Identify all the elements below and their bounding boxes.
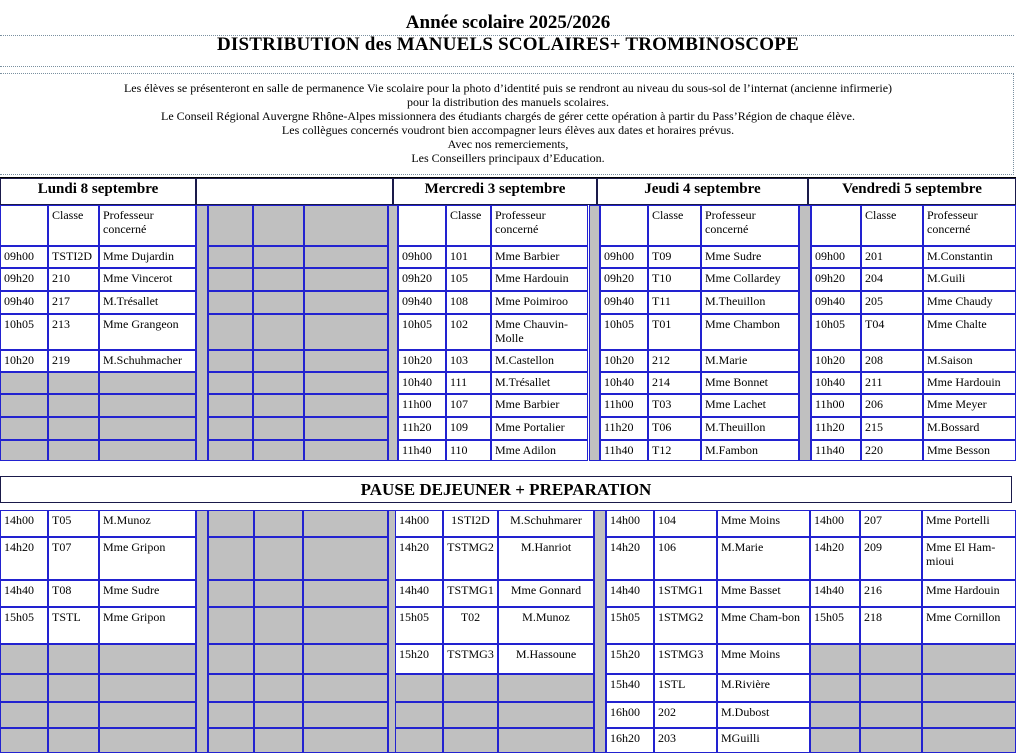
- schedule-time: 14h40: [810, 580, 860, 607]
- schedule-class: 1STMG3: [654, 644, 717, 674]
- schedule-class: 218: [860, 607, 922, 644]
- schedule-teacher: M.Theuillon: [701, 291, 799, 314]
- schedule-time: 10h40: [600, 372, 648, 394]
- empty-slot: [810, 728, 860, 753]
- schedule-time: 09h00: [811, 246, 861, 268]
- blank-column-cell: [253, 394, 304, 417]
- schedule-time: 10h05: [398, 314, 446, 350]
- page-subtitle: DISTRIBUTION des MANUELS SCOLAIRES+ TROMBINOSCOPE: [217, 34, 799, 55]
- blank-column-cell: [253, 246, 304, 268]
- schedule-class: T06: [648, 417, 701, 440]
- empty-slot: [810, 674, 860, 702]
- empty-slot: [48, 728, 99, 753]
- blank-column-cell: [304, 246, 388, 268]
- blank-column-cell: [254, 510, 303, 537]
- schedule-teacher: M.Hanriot: [498, 537, 594, 580]
- separator-column: [388, 510, 396, 753]
- jeudi-header-classe: Classe: [648, 205, 701, 246]
- schedule-time: 09h20: [600, 268, 648, 291]
- blank-column-cell: [304, 417, 388, 440]
- blank-column-cell: [208, 291, 253, 314]
- schedule-class: 106: [654, 537, 717, 580]
- schedule-teacher: Mme Barbier: [491, 246, 588, 268]
- empty-slot: [99, 728, 196, 753]
- schedule-time: 09h00: [0, 246, 48, 268]
- schedule-teacher: M.Trésallet: [491, 372, 588, 394]
- day-header-lundi: Lundi 8 septembre: [0, 178, 196, 205]
- blank-column-cell: [304, 291, 388, 314]
- schedule-class: 1STL: [654, 674, 717, 702]
- empty-slot: [99, 674, 196, 702]
- schedule-class: 213: [48, 314, 99, 350]
- header-divider: [0, 66, 1014, 67]
- schedule-time: 14h40: [606, 580, 654, 607]
- blank-column-cell: [303, 674, 388, 702]
- blank-column-cell: [253, 417, 304, 440]
- schedule-time: 15h05: [0, 607, 48, 644]
- blank-column-cell: [303, 644, 388, 674]
- schedule-time: 10h05: [600, 314, 648, 350]
- schedule-teacher: Mme Dujardin: [99, 246, 196, 268]
- schedule-time: 11h20: [811, 417, 861, 440]
- vendredi-header-classe: Classe: [861, 205, 923, 246]
- schedule-teacher: M.Guili: [923, 268, 1016, 291]
- separator-column: [388, 205, 398, 461]
- jeudi-header-prof: Professeur concerné: [701, 205, 799, 246]
- empty-slot: [443, 702, 498, 728]
- schedule-time: 10h20: [811, 350, 861, 372]
- schedule-teacher: M.Munoz: [498, 607, 594, 644]
- intro-line: Les élèves se présenteront en salle de permanence Vie scolaire pour la photo d’identité puis se rendront au niveau du sous-sol de l’internat (ancienne infirmerie): [123, 81, 893, 95]
- blank-column-cell: [304, 372, 388, 394]
- schedule-teacher: Mme Adilon: [491, 440, 588, 461]
- schedule-class: T09: [648, 246, 701, 268]
- pause-banner: PAUSE DEJEUNER + PREPARATION: [0, 476, 1012, 503]
- separator-column: [799, 205, 811, 461]
- blank-column-cell: [303, 607, 388, 644]
- schedule-class: T10: [648, 268, 701, 291]
- schedule-time: 11h40: [398, 440, 446, 461]
- schedule-class: 110: [446, 440, 491, 461]
- schedule-teacher: Mme Besson: [923, 440, 1016, 461]
- schedule-time: 11h40: [600, 440, 648, 461]
- intro-line: Le Conseil Régional Auvergne Rhône-Alpes missionnera des étudiants chargés de gérer cette opération à partir du Pass’Région de chaque élève.: [160, 109, 855, 123]
- schedule-time: 11h40: [811, 440, 861, 461]
- separator-column: [196, 205, 208, 461]
- empty-slot: [860, 644, 922, 674]
- schedule-class: 220: [861, 440, 923, 461]
- intro-text: [0, 81, 1016, 165]
- empty-slot: [395, 702, 443, 728]
- schedule-teacher: M.Fambon: [701, 440, 799, 461]
- blank-column-cell: [208, 372, 253, 394]
- schedule-teacher: M.Castellon: [491, 350, 588, 372]
- separator-column: [589, 205, 600, 461]
- empty-slot: [498, 702, 594, 728]
- blank-column-cell: [253, 440, 304, 461]
- schedule-teacher: Mme Chaudy: [923, 291, 1016, 314]
- blank-column-cell: [253, 372, 304, 394]
- schedule-time: 15h05: [810, 607, 860, 644]
- schedule-teacher: Mme Hardouin: [922, 580, 1016, 607]
- lundi-header-prof: Professeur concerné: [99, 205, 196, 246]
- blank-column-cell: [254, 674, 303, 702]
- schedule-time: 09h40: [398, 291, 446, 314]
- schedule-time: 14h20: [606, 537, 654, 580]
- vendredi-header-time: [811, 205, 861, 246]
- schedule-time: 14h00: [395, 510, 443, 537]
- schedule-teacher: Mme Portelli: [922, 510, 1016, 537]
- empty-slot: [48, 644, 99, 674]
- schedule-teacher: Mme Moins: [717, 644, 810, 674]
- empty-slot: [810, 644, 860, 674]
- schedule-teacher: Mme Chalte: [923, 314, 1016, 350]
- blank-column-cell: [254, 728, 303, 753]
- schedule-time: 11h00: [398, 394, 446, 417]
- empty-slot: [0, 372, 48, 394]
- blank-column-cell: [208, 537, 254, 580]
- blank-column-cell: [254, 644, 303, 674]
- blank-column-cell: [208, 350, 253, 372]
- schedule-class: 1STI2D: [443, 510, 498, 537]
- schedule-time: 14h20: [810, 537, 860, 580]
- blank-column-cell: [303, 510, 388, 537]
- empty-slot: [443, 674, 498, 702]
- blank-column-cell: [208, 580, 254, 607]
- schedule-class: 104: [654, 510, 717, 537]
- schedule-teacher: Mme Gripon: [99, 537, 196, 580]
- blank-column-cell: [253, 205, 304, 246]
- jeudi-header-time: [600, 205, 648, 246]
- schedule-time: 15h40: [606, 674, 654, 702]
- schedule-teacher: M.Trésallet: [99, 291, 196, 314]
- empty-slot: [443, 728, 498, 753]
- schedule-class: 216: [860, 580, 922, 607]
- empty-slot: [810, 702, 860, 728]
- schedule-teacher: Mme Bonnet: [701, 372, 799, 394]
- empty-slot: [99, 702, 196, 728]
- schedule-teacher: M.Bossard: [923, 417, 1016, 440]
- empty-slot: [48, 417, 99, 440]
- schedule-time: 10h40: [811, 372, 861, 394]
- schedule-class: 108: [446, 291, 491, 314]
- schedule-time: 09h40: [0, 291, 48, 314]
- empty-slot: [99, 417, 196, 440]
- page-title: Année scolaire 2025/2026: [405, 12, 611, 33]
- schedule-teacher: Mme Barbier: [491, 394, 588, 417]
- blank-column-cell: [254, 702, 303, 728]
- empty-slot: [0, 674, 48, 702]
- day-header-blank: [196, 178, 393, 205]
- schedule-class: 212: [648, 350, 701, 372]
- mercredi-header-prof: Professeur concerné: [491, 205, 588, 246]
- schedule-time: 14h40: [395, 580, 443, 607]
- schedule-class: 109: [446, 417, 491, 440]
- empty-slot: [395, 728, 443, 753]
- schedule-time: 10h20: [0, 350, 48, 372]
- blank-column-cell: [208, 644, 254, 674]
- schedule-class: TSTMG3: [443, 644, 498, 674]
- empty-slot: [860, 702, 922, 728]
- schedule-class: 214: [648, 372, 701, 394]
- schedule-class: 208: [861, 350, 923, 372]
- blank-column-cell: [208, 268, 253, 291]
- schedule-class: 207: [860, 510, 922, 537]
- blank-column-cell: [253, 291, 304, 314]
- schedule-class: TSTMG1: [443, 580, 498, 607]
- empty-slot: [99, 394, 196, 417]
- schedule-class: 1STMG1: [654, 580, 717, 607]
- schedule-teacher: M.Hassoune: [498, 644, 594, 674]
- blank-column-cell: [208, 510, 254, 537]
- schedule-teacher: Mme Cornillon: [922, 607, 1016, 644]
- intro-line: Les Conseillers principaux d’Education.: [411, 151, 605, 165]
- blank-column-cell: [303, 702, 388, 728]
- blank-column-cell: [304, 205, 388, 246]
- blank-column-cell: [303, 728, 388, 753]
- empty-slot: [922, 702, 1016, 728]
- blank-column-cell: [304, 350, 388, 372]
- blank-column-cell: [208, 702, 254, 728]
- intro-line: Les collègues concernés voudront bien accompagner leurs élèves aux dates et horaires prévus.: [281, 123, 735, 137]
- schedule-class: TSTL: [48, 607, 99, 644]
- empty-slot: [0, 394, 48, 417]
- schedule-class: 219: [48, 350, 99, 372]
- schedule-teacher: M.Marie: [701, 350, 799, 372]
- empty-slot: [48, 394, 99, 417]
- schedule-teacher: Mme Moins: [717, 510, 810, 537]
- intro-line: Avec nos remerciements,: [447, 137, 569, 151]
- blank-column-cell: [208, 246, 253, 268]
- mercredi-header-time: [398, 205, 446, 246]
- schedule-teacher: Mme Hardouin: [491, 268, 588, 291]
- schedule-time: 11h00: [811, 394, 861, 417]
- schedule-teacher: Mme Chambon: [701, 314, 799, 350]
- schedule-class: T02: [443, 607, 498, 644]
- blank-column-cell: [208, 205, 253, 246]
- empty-slot: [922, 674, 1016, 702]
- separator-column: [196, 510, 208, 753]
- schedule-time: 15h05: [606, 607, 654, 644]
- empty-slot: [99, 440, 196, 461]
- schedule-teacher: Mme El Ham-mioui: [922, 537, 1016, 580]
- schedule-teacher: M.Constantin: [923, 246, 1016, 268]
- schedule-time: 11h00: [600, 394, 648, 417]
- empty-slot: [99, 644, 196, 674]
- schedule-time: 16h00: [606, 702, 654, 728]
- blank-column-cell: [254, 580, 303, 607]
- schedule-teacher: M.Saison: [923, 350, 1016, 372]
- schedule-teacher: Mme Poimiroo: [491, 291, 588, 314]
- blank-column-cell: [303, 580, 388, 607]
- schedule-teacher: Mme Sudre: [99, 580, 196, 607]
- empty-slot: [0, 644, 48, 674]
- schedule-class: T03: [648, 394, 701, 417]
- schedule-time: 14h00: [0, 510, 48, 537]
- blank-column-cell: [253, 268, 304, 291]
- schedule-class: 211: [861, 372, 923, 394]
- vendredi-header-prof: Professeur concerné: [923, 205, 1016, 246]
- schedule-class: TSTI2D: [48, 246, 99, 268]
- schedule-teacher: Mme Sudre: [701, 246, 799, 268]
- blank-column-cell: [253, 350, 304, 372]
- schedule-teacher: Mme Collardey: [701, 268, 799, 291]
- schedule-teacher: Mme Cham-bon: [717, 607, 810, 644]
- schedule-class: 215: [861, 417, 923, 440]
- day-header-vendredi: Vendredi 5 septembre: [808, 178, 1016, 205]
- blank-column-cell: [254, 607, 303, 644]
- day-header-jeudi: Jeudi 4 septembre: [597, 178, 808, 205]
- schedule-time: 09h20: [811, 268, 861, 291]
- schedule-class: 101: [446, 246, 491, 268]
- schedule-class: 217: [48, 291, 99, 314]
- schedule-teacher: Mme Grangeon: [99, 314, 196, 350]
- blank-column-cell: [304, 314, 388, 350]
- schedule-class: 205: [861, 291, 923, 314]
- schedule-class: 209: [860, 537, 922, 580]
- blank-column-cell: [208, 728, 254, 753]
- schedule-class: 201: [861, 246, 923, 268]
- empty-slot: [498, 728, 594, 753]
- schedule-teacher: M.Schuhmacher: [99, 350, 196, 372]
- day-header-mercredi: Mercredi 3 septembre: [393, 178, 597, 205]
- schedule-class: 203: [654, 728, 717, 753]
- schedule-time: 09h00: [398, 246, 446, 268]
- schedule-teacher: Mme Meyer: [923, 394, 1016, 417]
- schedule-class: 107: [446, 394, 491, 417]
- schedule-class: T07: [48, 537, 99, 580]
- blank-column-cell: [208, 607, 254, 644]
- empty-slot: [498, 674, 594, 702]
- schedule-class: T05: [48, 510, 99, 537]
- schedule-class: 103: [446, 350, 491, 372]
- schedule-teacher: Mme Chauvin-Molle: [491, 314, 588, 350]
- schedule-time: 10h20: [600, 350, 648, 372]
- mercredi-header-classe: Classe: [446, 205, 491, 246]
- empty-slot: [922, 644, 1016, 674]
- schedule-class: T04: [861, 314, 923, 350]
- empty-slot: [0, 440, 48, 461]
- empty-slot: [0, 728, 48, 753]
- schedule-time: 15h05: [395, 607, 443, 644]
- schedule-teacher: M.Theuillon: [701, 417, 799, 440]
- header-divider: [0, 35, 1014, 36]
- schedule-class: 210: [48, 268, 99, 291]
- empty-slot: [48, 440, 99, 461]
- schedule-class: T08: [48, 580, 99, 607]
- schedule-time: 09h40: [811, 291, 861, 314]
- schedule-teacher: M.Schuhmarer: [498, 510, 594, 537]
- empty-slot: [860, 674, 922, 702]
- schedule-time: 11h20: [600, 417, 648, 440]
- schedule-time: 14h20: [0, 537, 48, 580]
- blank-column-cell: [304, 268, 388, 291]
- schedule-time: 10h05: [0, 314, 48, 350]
- empty-slot: [922, 728, 1016, 753]
- schedule-teacher: Mme Vincerot: [99, 268, 196, 291]
- schedule-time: 14h20: [395, 537, 443, 580]
- empty-slot: [48, 372, 99, 394]
- blank-column-cell: [208, 417, 253, 440]
- schedule-class: T12: [648, 440, 701, 461]
- schedule-teacher: Mme Lachet: [701, 394, 799, 417]
- schedule-class: T01: [648, 314, 701, 350]
- blank-column-cell: [208, 440, 253, 461]
- schedule-time: 14h00: [606, 510, 654, 537]
- schedule-teacher: M.Rivière: [717, 674, 810, 702]
- schedule-time: 14h40: [0, 580, 48, 607]
- blank-column-cell: [303, 537, 388, 580]
- empty-slot: [0, 417, 48, 440]
- blank-column-cell: [208, 314, 253, 350]
- empty-slot: [395, 674, 443, 702]
- schedule-teacher: M.Dubost: [717, 702, 810, 728]
- schedule-time: 11h20: [398, 417, 446, 440]
- schedule-class: 105: [446, 268, 491, 291]
- schedule-class: 111: [446, 372, 491, 394]
- schedule-time: 14h00: [810, 510, 860, 537]
- schedule-teacher: Mme Portalier: [491, 417, 588, 440]
- lundi-header-time: [0, 205, 48, 246]
- schedule-class: 204: [861, 268, 923, 291]
- schedule-teacher: Mme Hardouin: [923, 372, 1016, 394]
- schedule-teacher: Mme Basset: [717, 580, 810, 607]
- lundi-header-classe: Classe: [48, 205, 99, 246]
- blank-column-cell: [254, 537, 303, 580]
- schedule-class: 206: [861, 394, 923, 417]
- schedule-class: 1STMG2: [654, 607, 717, 644]
- empty-slot: [48, 674, 99, 702]
- schedule-teacher: M.Marie: [717, 537, 810, 580]
- schedule-time: 09h00: [600, 246, 648, 268]
- schedule-time: 15h20: [395, 644, 443, 674]
- empty-slot: [0, 702, 48, 728]
- schedule-time: 09h40: [600, 291, 648, 314]
- empty-slot: [99, 372, 196, 394]
- blank-column-cell: [304, 394, 388, 417]
- blank-column-cell: [253, 314, 304, 350]
- empty-slot: [860, 728, 922, 753]
- schedule-class: 202: [654, 702, 717, 728]
- schedule-time: 10h20: [398, 350, 446, 372]
- schedule-teacher: Mme Gripon: [99, 607, 196, 644]
- schedule-time: 09h20: [398, 268, 446, 291]
- schedule-teacher: MGuilli: [717, 728, 810, 753]
- schedule-time: 10h40: [398, 372, 446, 394]
- schedule-teacher: Mme Gonnard: [498, 580, 594, 607]
- blank-column-cell: [208, 674, 254, 702]
- schedule-teacher: M.Munoz: [99, 510, 196, 537]
- empty-slot: [48, 702, 99, 728]
- schedule-class: T11: [648, 291, 701, 314]
- schedule-time: 10h05: [811, 314, 861, 350]
- schedule-time: 15h20: [606, 644, 654, 674]
- schedule-class: 102: [446, 314, 491, 350]
- intro-line: pour la distribution des manuels scolaires.: [407, 95, 609, 109]
- blank-column-cell: [208, 394, 253, 417]
- separator-column: [594, 510, 606, 753]
- schedule-class: TSTMG2: [443, 537, 498, 580]
- schedule-time: 16h20: [606, 728, 654, 753]
- schedule-time: 09h20: [0, 268, 48, 291]
- blank-column-cell: [304, 440, 388, 461]
